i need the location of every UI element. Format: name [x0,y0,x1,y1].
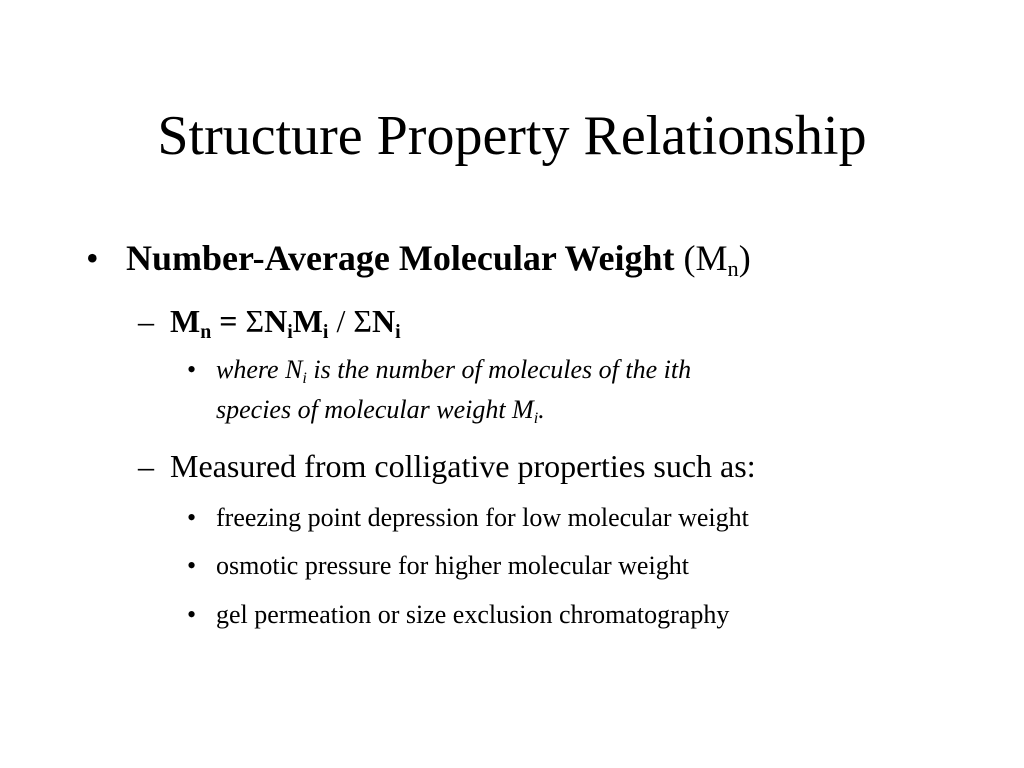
formula-slash: / [328,303,354,339]
formula-m-sub: n [200,320,212,343]
level3-bullet-icon: • [187,503,197,532]
number-average-heading: Number-Average Molecular Weight [126,238,675,278]
formula-n2-sub: i [395,320,401,343]
measured-item-gel: gel permeation or size exclusion chromatography [216,600,730,629]
level2-dash-icon: – [138,303,154,339]
measured-line: Measured from colligative properties such as: [170,448,756,484]
formula-m: M [170,303,201,339]
formula-line [170,301,401,341]
level3-bullet-icon: • [187,600,197,629]
note-line1-post: is the number of molecules of the ith [306,355,692,384]
level1-bullet-icon: • [86,238,99,278]
formula-n1: N [264,303,288,339]
slide-title: Structure Property Relationship [157,105,867,167]
bullet-number-average [126,236,751,280]
formula-m2-sub: i [322,320,329,343]
formula-n2: N [371,303,396,339]
formula-sigma-2: Σ [353,303,372,339]
measured-item-osmotic: osmotic pressure for higher molecular weight [216,551,689,580]
note-line2-sub: i [533,409,539,427]
mn-paren-open: (M [674,238,728,278]
level3-bullet-icon: • [187,551,197,580]
formula-m2: M [292,303,323,339]
mn-paren-sub: n [727,256,739,282]
formula-sigma-1: Σ [245,303,265,339]
measured-item-freezing: freezing point depression for low molecular weight [216,503,749,532]
note-line2-post: . [538,395,545,424]
note-line1-pre: where N [216,355,303,384]
formula-equals: = [211,303,246,339]
level2-dash-icon: – [138,448,154,484]
note-line-2 [216,393,545,427]
note-line1-sub: i [302,369,307,387]
mn-paren-close: ) [738,238,751,278]
formula-n1-sub: i [287,320,293,343]
note-line2-pre: species of molecular weight M [216,395,534,424]
level3-bullet-icon: • [187,355,197,384]
note-line-1 [216,353,691,387]
